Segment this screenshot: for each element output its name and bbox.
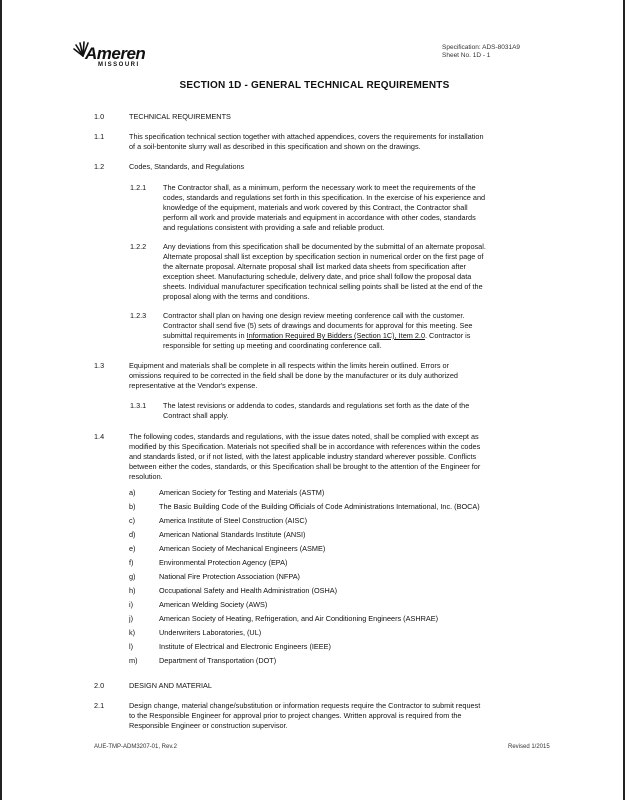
text-line: and regulations consistent with providing a safe and reliable product. (163, 223, 385, 232)
section-heading: Codes, Standards, and Regulations (129, 162, 245, 171)
section-number: 1.2 (94, 162, 105, 171)
text-line: representative at the Vendor's expense. (129, 381, 258, 390)
section-number: 1.4 (94, 432, 105, 441)
list-item: Department of Transportation (DOT) (159, 656, 277, 665)
text-line: The Contractor shall, as a minimum, perform the necessary work to meet the requirements of the (163, 183, 476, 192)
section-number: 1.3.1 (130, 401, 147, 410)
list-item-letter: f) (129, 558, 134, 567)
text-line: Equipment and materials shall be complete in all respects within the limits herein outlined. Errors or (129, 361, 449, 370)
text-line: This specification technical section together with attached appendices, covers the requirements for installation (129, 132, 484, 141)
text-line: and standards listed, or if not listed, with the latest applicable industry standard wherever possible. Conflicts (129, 452, 477, 461)
section-number: 1.2.2 (130, 242, 147, 251)
list-item: American Society of Heating, Refrigeration, and Air Conditioning Engineers (ASHRAE) (159, 614, 439, 623)
paragraph-2-1 (129, 701, 480, 731)
text-line: resolution. (129, 472, 163, 481)
text-line: perform all work and provide materials and equipment in accordance with other codes, standards (163, 213, 476, 222)
text-line: the alternate proposal. Alternate proposal shall list marked data sheets from specification after (163, 262, 466, 271)
paragraph-1-3 (129, 361, 458, 391)
text-line: responsible for setting up meeting and coordinating conference call. (163, 341, 382, 350)
text-line: The latest revisions or addenda to codes, standards and regulations set forth as the date of the (163, 401, 470, 410)
list-item-letter: j) (129, 614, 134, 623)
revision-date: Revised 1/2015 (508, 744, 550, 750)
list-item: America Institute of Steel Construction (AISC) (159, 516, 308, 525)
section-number: 1.3 (94, 361, 105, 370)
text-line: Contractor shall plan on having one design review meeting conference call with the customer. (163, 311, 465, 320)
text-line: proposal along with the terms and conditions. (163, 292, 310, 301)
ameren-logo (72, 40, 162, 76)
paragraph-1-2-3 (163, 311, 472, 351)
section-number: 2.1 (94, 701, 105, 710)
paragraph-1-2-1 (163, 183, 485, 233)
list-item-letter: k) (129, 628, 136, 637)
sheet-number: Sheet No. 1D - 1 (442, 52, 491, 59)
text-line: Responsible Engineer or construction supervisor. (129, 721, 288, 730)
list-item: American Society for Testing and Materials (ASTM) (159, 488, 325, 497)
text-line: modified by this Specification. Materials not specified shall be in accordance with references within the codes (129, 442, 481, 451)
list-item-letter: e) (129, 544, 136, 553)
section-heading: TECHNICAL REQUIREMENTS (129, 112, 231, 121)
list-item-letter: g) (129, 572, 136, 581)
paragraph-1-2-2 (163, 242, 486, 302)
list-item: National Fire Protection Association (NFPA) (159, 572, 300, 581)
logo-name: Ameren (85, 44, 146, 63)
list-item: The Basic Building Code of the Building Officials of Code Administrations International, Inc. (BOCA) (159, 502, 480, 511)
text-line: knowledge of the equipment, materials and work covered by this Contract, the Contractor shall (163, 203, 468, 212)
list-item: American Society of Mechanical Engineers (ASME) (159, 544, 326, 553)
list-item-letter: m) (129, 656, 138, 665)
text-line: omissions required to be corrected in the field shall be done by the manufacturer or its duly authorized (129, 371, 458, 380)
list-item-letter: b) (129, 502, 136, 511)
section-number: 2.0 (94, 681, 105, 690)
paragraph-1-3-1 (163, 401, 469, 421)
list-item: Underwriters Laboratories, (UL) (159, 628, 262, 637)
text-fragment: . Contractor is (425, 331, 471, 340)
text-line: Contractor shall send five (5) sets of drawings and documents for approval for this meeting. See (163, 321, 473, 330)
list-item-letter: l) (129, 642, 134, 651)
paragraph-1-4 (129, 432, 480, 482)
section-number: 1.0 (94, 112, 105, 121)
text-line: of a soil-bentonite slurry wall as described in this specification and shown on the drawings. (129, 142, 421, 151)
text-line: to the Responsible Engineer for approval prior to project changes. Written approval is required from the (129, 711, 462, 720)
text-line: sheets. Individual manufacturer specification technical selling points shall be listed at the end of the (163, 282, 483, 291)
logo-subtitle: MISSOURI (98, 62, 140, 68)
text-line: Contract shall apply. (163, 411, 229, 420)
text-line: Design change, material change/substitution or information requests require the Contractor to submit request (129, 701, 481, 710)
text-line: between either the codes, standards, or this Specification shall be brought to the attention of the Engineer for (129, 462, 481, 471)
section-heading: DESIGN AND MATERIAL (129, 681, 212, 690)
text-line (163, 331, 472, 341)
text-line: codes, standards and regulations set forth in this specification. In the exercise of his experience and (163, 193, 486, 202)
list-item: American National Standards Institute (ANSI) (159, 530, 306, 539)
text-line: The following codes, standards and regulations, with the issue dates noted, shall be complied with except as (129, 432, 479, 441)
list-item: Environmental Protection Agency (EPA) (159, 558, 288, 567)
list-item: Institute of Electrical and Electronic Engineers (IEEE) (159, 642, 331, 651)
text-line: Alternate proposal shall list exception by specification section in numerical order on the first page of (163, 252, 484, 261)
document-code: AUE-TMP-ADM3207-01, Rev.2 (94, 744, 177, 750)
list-item: American Welding Society (AWS) (159, 600, 268, 609)
list-item-letter: h) (129, 586, 136, 595)
list-item-letter: d) (129, 530, 136, 539)
list-item-letter: c) (129, 516, 136, 525)
spec-number: Specification: ADS-8031A9 (442, 44, 521, 51)
paragraph-1-1 (129, 132, 484, 152)
page-title: SECTION 1D - GENERAL TECHNICAL REQUIREMENTS (179, 80, 450, 91)
list-item-letter: a) (129, 488, 136, 497)
section-reference-link[interactable]: Information Required By Bidders (Section 1C), Item 2.0 (246, 331, 425, 340)
text-line: Any deviations from this specification shall be documented by the submittal of an alternate proposal. (163, 242, 486, 251)
text-fragment: submittal requirements in (163, 331, 247, 340)
text-line: exception sheet. Manufacturing schedule, delivery date, and price shall follow the proposal data (163, 272, 472, 281)
list-item-letter: i) (129, 600, 134, 609)
list-item: Occupational Safety and Health Administration (OSHA) (159, 586, 338, 595)
section-number: 1.1 (94, 132, 105, 141)
spec-info (442, 44, 520, 60)
section-number: 1.2.3 (130, 311, 147, 320)
section-number: 1.2.1 (130, 183, 147, 192)
